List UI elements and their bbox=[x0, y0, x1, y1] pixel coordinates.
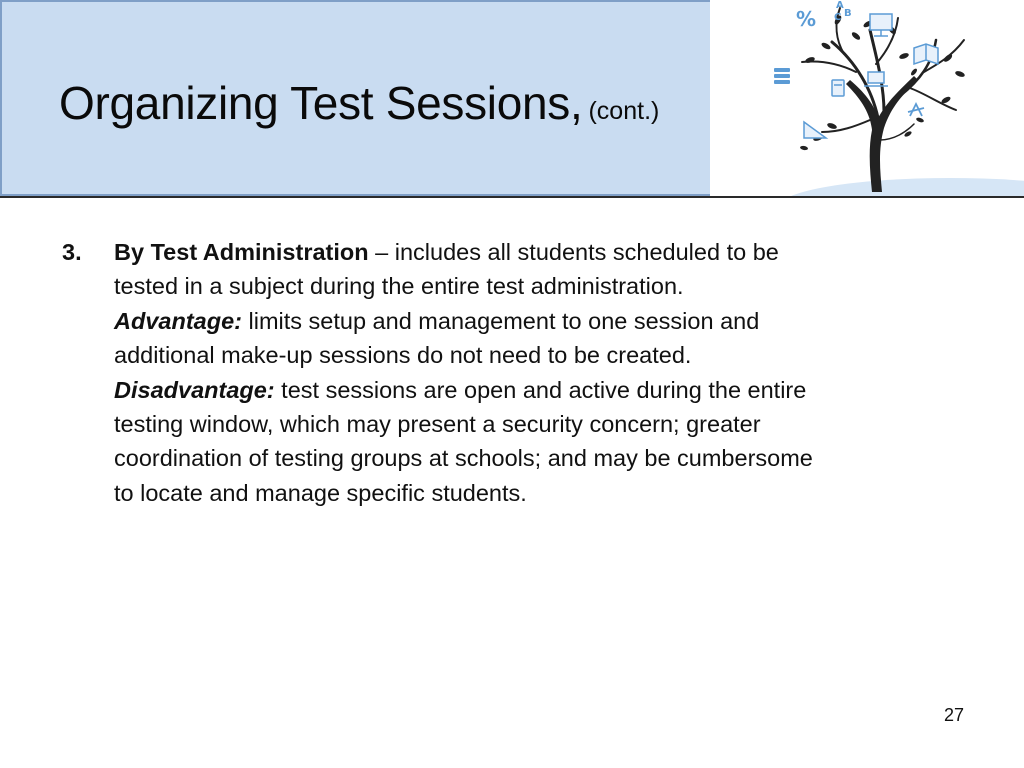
svg-text:C: C bbox=[834, 12, 842, 23]
title-panel bbox=[0, 0, 710, 196]
item-line-3-text: limits setup and management to one session and bbox=[241, 307, 760, 334]
slide-content bbox=[62, 235, 972, 510]
disadvantage-label: Disadvantage: bbox=[114, 376, 275, 403]
item-line-2: tested in a subject during the entire test administration. bbox=[114, 273, 684, 300]
svg-text:A: A bbox=[836, 0, 844, 11]
ground-mound bbox=[780, 178, 1024, 196]
header-divider bbox=[0, 196, 1024, 198]
svg-text:%: % bbox=[796, 7, 817, 31]
stack-icon bbox=[774, 68, 790, 84]
list-item bbox=[62, 235, 972, 510]
slide-header bbox=[0, 0, 1024, 198]
item-body bbox=[114, 235, 964, 510]
item-line-1-text: – includes all students scheduled to be bbox=[368, 239, 779, 265]
tree-illustration bbox=[760, 0, 1024, 196]
letters-icon bbox=[834, 0, 852, 23]
triangle-ruler-icon bbox=[804, 122, 826, 138]
item-line-3 bbox=[114, 304, 964, 338]
book-icon bbox=[914, 44, 938, 64]
item-line-5 bbox=[114, 373, 964, 407]
calculator-icon bbox=[832, 80, 844, 96]
chalkboard-icon bbox=[870, 14, 892, 36]
title-main: Organizing Test Sessions, bbox=[59, 77, 583, 129]
advantage-label: Advantage: bbox=[114, 307, 242, 334]
item-line-6: testing window, which may present a security concern; greater bbox=[114, 411, 761, 438]
item-number: 3. bbox=[62, 239, 82, 265]
item-line-1 bbox=[114, 235, 964, 269]
slide-title bbox=[59, 76, 659, 130]
item-line-8: to locate and manage specific students. bbox=[114, 479, 527, 506]
laptop-icon bbox=[864, 72, 888, 86]
compass-icon bbox=[908, 104, 924, 116]
item-line-7: coordination of testing groups at schools; and may be cumbersome bbox=[114, 445, 813, 472]
item-heading: By Test Administration bbox=[114, 239, 369, 265]
svg-text:B: B bbox=[844, 8, 852, 19]
item-line-4: additional make-up sessions do not need to be created. bbox=[114, 342, 692, 369]
percent-icon bbox=[796, 7, 816, 31]
title-suffix: (cont.) bbox=[588, 97, 660, 125]
page-number: 27 bbox=[943, 705, 964, 725]
item-line-5-text: test sessions are open and active during the entire bbox=[274, 376, 807, 403]
